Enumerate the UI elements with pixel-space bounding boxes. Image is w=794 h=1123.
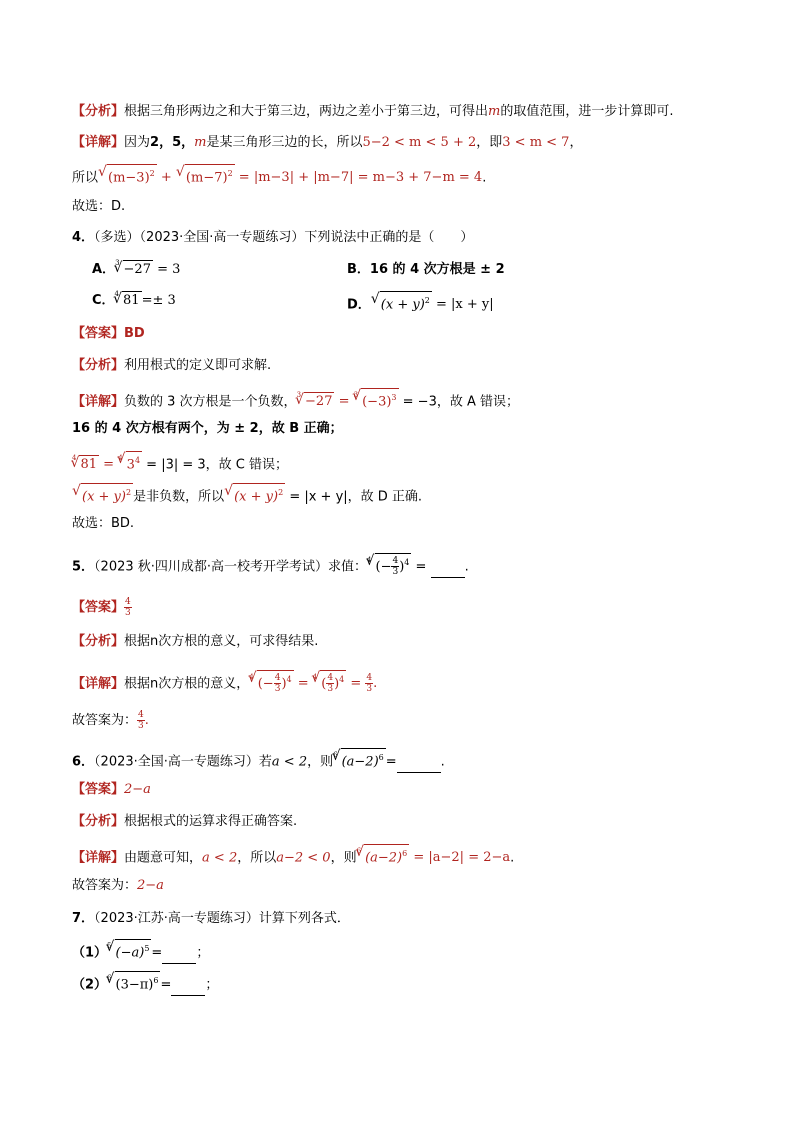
q4-detail-3-text: = |3| = 3，故 C 错误；	[146, 457, 288, 473]
q7-part-2	[72, 971, 218, 996]
q5-final: 故答案为： $\frac{4}{3}$ .	[72, 710, 149, 731]
q4-option-c-label: C．	[92, 293, 115, 308]
q7-part-1-semi: ；	[196, 945, 210, 961]
q6-number: 6．	[72, 754, 95, 770]
q4-analysis	[72, 356, 271, 376]
label-detail: 【详解】	[72, 394, 125, 410]
q5-analysis-text: 根据n次方根的意义，可求得结果.	[124, 634, 319, 649]
q5-answer-frac	[124, 597, 132, 618]
q7-part-2-expr: $^6$√ $(3-\pi)^6$	[107, 977, 160, 992]
q4-detail-1b: = −3，故 A 错误；	[402, 394, 520, 410]
label-analysis: 【分析】	[72, 358, 125, 373]
q4-answer	[72, 324, 145, 344]
label-detail: 【详解】	[72, 135, 125, 150]
label-analysis: 【分析】	[72, 634, 125, 649]
q4-detail-4-expr2: √ $(x + y)^2$	[224, 489, 289, 504]
q5-stem-eq: =	[415, 559, 427, 575]
q7-part-1-eq: =	[151, 945, 163, 961]
q7-number: 7．	[72, 911, 95, 926]
q6-detail-cond: a < 2	[202, 850, 238, 866]
q4-choice-text: 故选：BD.	[72, 516, 135, 531]
q6-detail	[72, 844, 514, 869]
q6-stem-dot: .	[440, 754, 445, 770]
q6-analysis-text: 根据根式的运算求得正确答案.	[124, 814, 298, 829]
q3-expr-result: = |m−3| + |m−7| = m−3 + 7−m = 4	[238, 170, 483, 186]
q7-part-1-blank	[162, 949, 196, 964]
q6-cond: a < 2	[271, 754, 308, 770]
q6-final-value: 2−a	[137, 878, 164, 893]
q7-part-2-semi: ；	[205, 977, 219, 993]
q4-option-a-label: A．	[92, 262, 116, 277]
q5-final-text: 故答案为：	[72, 713, 138, 728]
q4-detail-3-expr: $^4$√ 81 = $^4$√ $3^4$	[72, 457, 146, 472]
q7-part-2-blank	[171, 981, 205, 996]
q4-detail-2-text: 16 的 4 次方根有两个，为 ± 2，故 B 正确；	[72, 421, 343, 436]
q4-option-c-eq: =± 3	[141, 293, 176, 308]
q7-part-2-eq: =	[160, 977, 172, 993]
q5-analysis	[72, 632, 318, 652]
q3-dot: .	[482, 170, 487, 186]
q6-final-text: 故答案为：	[72, 878, 138, 893]
label-answer: 【答案】	[72, 600, 125, 615]
q3-detail	[72, 133, 582, 153]
q5-answer	[72, 597, 132, 618]
q3-detail-expr	[72, 164, 486, 188]
label-answer: 【答案】	[72, 782, 125, 797]
q3-detail-end: ，	[569, 135, 583, 150]
q4-option-d-label: D．	[347, 297, 371, 313]
q3-analysis	[72, 102, 674, 122]
q6-blank	[397, 758, 441, 773]
q5-stem	[72, 553, 469, 578]
q5-detail	[72, 670, 377, 695]
q3-detail-mid: 是某三角形三边的长，所以	[206, 135, 363, 150]
q3-detail-comma: ，即	[476, 135, 503, 150]
q5-blank	[431, 563, 465, 578]
q5-detail-expr: $^4$√ (− $\frac{4}{3}$ )$^4$ = $^4$√ ( $\frac{4}{3}$ )$^4$ = $\frac{4}{3}$ .	[249, 676, 377, 691]
q6-detail-d: ，则	[330, 850, 357, 866]
q6-stem-expr: $^6$√ $(a-2)^6$	[333, 754, 386, 769]
q5-answer-denominator: 3	[125, 608, 131, 618]
q6-stem-mid: ，则	[307, 754, 334, 770]
q4-option-b	[347, 260, 505, 280]
q4-option-c-expr: $^4$√ 81 =± 3	[115, 293, 176, 308]
q6-answer	[72, 780, 151, 800]
q4-number: 4．	[72, 230, 95, 245]
q3-analysis-var: m	[488, 104, 501, 119]
q4-option-c	[92, 291, 176, 312]
q6-detail-e: = |a−2| = 2−a	[413, 850, 511, 866]
q6-detail-expr: $^6$√ $(a-2)^6 = |a-2| = 2-a$	[357, 850, 511, 865]
q4-option-d-expr: √ $(x + y)^2 = |x + y|$	[371, 297, 494, 312]
q4-analysis-text: 利用根式的定义即可求解.	[124, 358, 272, 373]
q6-detail-dot: .	[510, 850, 515, 866]
q6-detail-c: a−2 < 0	[276, 850, 331, 866]
q7-part-1	[72, 939, 209, 964]
q6-analysis	[72, 812, 297, 832]
q7-part-1-expr: $^5$√ $(-a)^5$	[107, 945, 151, 960]
q4-detail-4b: = |x + y|，故 D 正确.	[289, 489, 423, 505]
q4-stem	[72, 228, 473, 248]
q4-answer-value: BD	[124, 326, 145, 341]
q4-option-a-eq: = 3	[157, 262, 181, 277]
label-detail: 【详解】	[72, 850, 125, 866]
q6-stem-text: （2023·全国·高一专题练习）若	[94, 754, 272, 770]
q5-stem-expr: $^4$√ (− $\frac{4}{3}$ )$^4$	[367, 559, 415, 574]
q4-option-a-expr: $^3$√ −27 = 3	[115, 262, 180, 277]
q3-choice-text: 故选：D.	[72, 199, 126, 214]
q5-stem-dot: .	[464, 559, 469, 575]
label-answer: 【答案】	[72, 326, 125, 341]
q3-detail-var: m	[194, 135, 207, 150]
q6-detail-b: ，所以	[237, 850, 277, 866]
q5-answer-numerator: 4	[125, 597, 131, 607]
q3-analysis-text: 根据三角形两边之和大于第三边，两边之差小于第三边，可得出	[124, 104, 489, 119]
q4-option-d	[347, 291, 494, 315]
q4-option-d-eq: = |x + y|	[436, 297, 494, 313]
q4-detail-1-expr: $^3$√ −27 = $^3$√ $(-3)^3$	[297, 394, 403, 409]
q3-choice	[72, 197, 125, 217]
q4-detail-1a: 负数的 3 次方根是一个负数，	[124, 394, 297, 410]
q4-option-a	[92, 260, 180, 281]
q7-stem	[72, 909, 350, 929]
q4-detail-3	[72, 451, 288, 476]
q4-detail-4	[72, 483, 422, 507]
q7-part-1-label: （1）	[72, 945, 108, 961]
q4-detail-2	[72, 419, 343, 439]
q5-detail-text: 根据n次方根的意义，	[124, 676, 250, 692]
q5-number: 5．	[72, 559, 95, 575]
q3-detail-range: 3 < m < 7	[502, 135, 570, 150]
q3-detail-text: 因为	[124, 135, 151, 150]
q3-so: 所以	[72, 170, 99, 186]
label-analysis: 【分析】	[72, 814, 125, 829]
q7-part-2-label: （2）	[72, 977, 108, 993]
label-analysis: 【分析】	[72, 104, 125, 119]
q5-stem-text: （2023 秋·四川成都·高一校考开学考试）求值：	[94, 559, 368, 575]
q4-option-b-text: 16 的 4 次方根是 ± 2	[369, 262, 505, 277]
q4-detail-4a: 是非负数，所以	[133, 489, 225, 505]
q5-final-frac: $\frac{4}{3}$	[138, 710, 144, 731]
q3-detail-nums: 2，5，	[150, 135, 195, 150]
q6-stem-eq: =	[385, 754, 397, 770]
q3-detail-ineq: 5−2 < m < 5 + 2	[362, 135, 477, 150]
q4-detail-4-expr: √ $(x + y)^2$	[72, 489, 133, 504]
q7-stem-text: （2023·江苏·高一专题练习）计算下列各式．	[94, 911, 350, 926]
label-detail: 【详解】	[72, 676, 125, 692]
q4-option-b-label: B．	[347, 262, 370, 277]
q6-detail-a: 由题意可知，	[124, 850, 203, 866]
q4-detail-1	[72, 388, 519, 413]
q4-choice	[72, 514, 134, 534]
q6-final	[72, 876, 164, 896]
q4-stem-text: （多选）（2023·全国·高一专题练习）下列说法中正确的是（ ）	[94, 230, 474, 245]
q6-answer-value: 2−a	[124, 782, 151, 797]
q3-expr: √ $(m-3)^2$ + √ $(m-7)^2 = |m-3| + |m-7| = m-3 + 7-m = 4$	[98, 170, 482, 185]
q6-stem	[72, 748, 445, 773]
q3-analysis-tail: 的取值范围，进一步计算即可.	[500, 104, 674, 119]
